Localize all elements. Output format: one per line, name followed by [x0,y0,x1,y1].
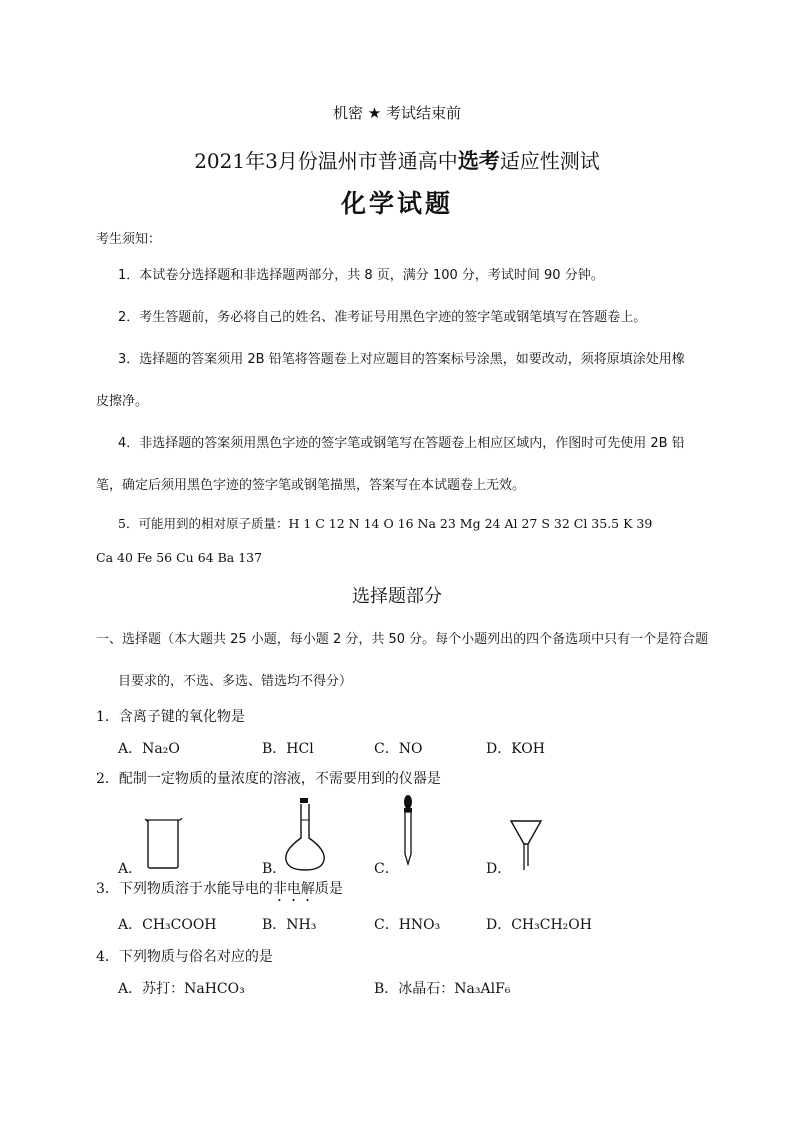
notice-label: 考生须知： [96,232,162,247]
question-3-stem-pre: 3．下列物质溶于水能导电的 [96,881,273,897]
funnel-icon [508,818,544,872]
title-prefix: 2021年3月份温州市普通高中 [194,149,458,173]
question-1-stem: 1．含离子键的氧化物是 [96,709,245,725]
question-4-option-b: B．冰晶石：Na₃AlF₆ [374,981,511,997]
question-3-stem-post: 质是 [314,881,343,897]
question-1-option-d: D．KOH [486,741,545,757]
section-title: 选择题部分 [352,586,442,607]
question-1-option-c: C．NO [374,741,423,757]
notice-item-2: 2．考生答题前，务必将自己的姓名、准考证号用黑色字迹的签字笔或钢笔填写在答题卷上。 [118,310,647,325]
notice-item-3: 3．选择题的答案须用 2B 铅笔将答题卷上对应题目的答案标号涂黑，如要改动，须将原填涂处用橡 [118,352,685,367]
question-4-option-a: A．苏打：NaHCO₃ [118,981,245,997]
volumetric-flask-icon [280,798,330,874]
question-2-option-c: C． [374,861,399,877]
question-2-stem: 2．配制一定物质的量浓度的溶液，不需要用到的仪器是 [96,771,441,787]
question-3-option-b: B．NH₃ [262,917,317,933]
question-2-option-b: B． [262,861,287,877]
exam-title [0,145,794,175]
title-suffix: 适应性测试 [499,149,600,173]
confidential-mark: 机密 ★ 考试结束前 [333,104,461,122]
question-3-option-a: A．CH₃COOH [118,917,217,933]
question-4-stem: 4．下列物质与俗名对应的是 [96,949,273,965]
question-2-option-a: A． [118,861,143,877]
question-1-option-b: B．HCl [262,741,314,757]
part1-instructions: 一、选择题（本大题共 25 小题，每小题 2 分，共 50 分。每个小题列出的四个备选项中只有一个是符合题 [96,632,709,647]
beaker-icon [142,818,186,870]
part1-instructions-cont: 目要求的，不选、多选、错选均不得分） [118,674,353,689]
notice-item-5: 5．可能用到的相对原子质量：H 1 C 12 N 14 O 16 Na 23 Mg 24 Al 27 S 32 Cl 35.5 K 39 [118,516,653,531]
notice-item-1: 1．本试卷分选择题和非选择题两部分，共 8 页，满分 100 分，考试时间 90 分钟。 [118,268,604,283]
question-3-option-d: D．CH₃CH₂OH [486,917,592,933]
question-2-option-d: D． [486,861,512,877]
question-3-stem [96,878,343,905]
notice-item-3-cont: 皮擦净。 [96,394,149,409]
title-bold: 选考 [457,148,500,173]
dropper-icon [398,794,418,866]
question-1-option-a: A．Na₂O [118,741,180,757]
notice-item-4: 4．非选择题的答案须用黑色字迹的签字笔或钢笔写在答题卷上相应区域内，作图时可先使用 2B 铅 [118,436,685,451]
question-3-option-c: C．HNO₃ [374,917,441,933]
notice-item-5-cont: Ca 40 Fe 56 Cu 64 Ba 137 [96,550,263,565]
question-3-stem-emphasis: 非电解 [272,881,315,897]
subject-title: 化学试题 [340,189,453,218]
notice-item-4-cont: 笔，确定后须用黑色字迹的签字笔或钢笔描黑，答案写在本试题卷上无效。 [96,478,526,493]
